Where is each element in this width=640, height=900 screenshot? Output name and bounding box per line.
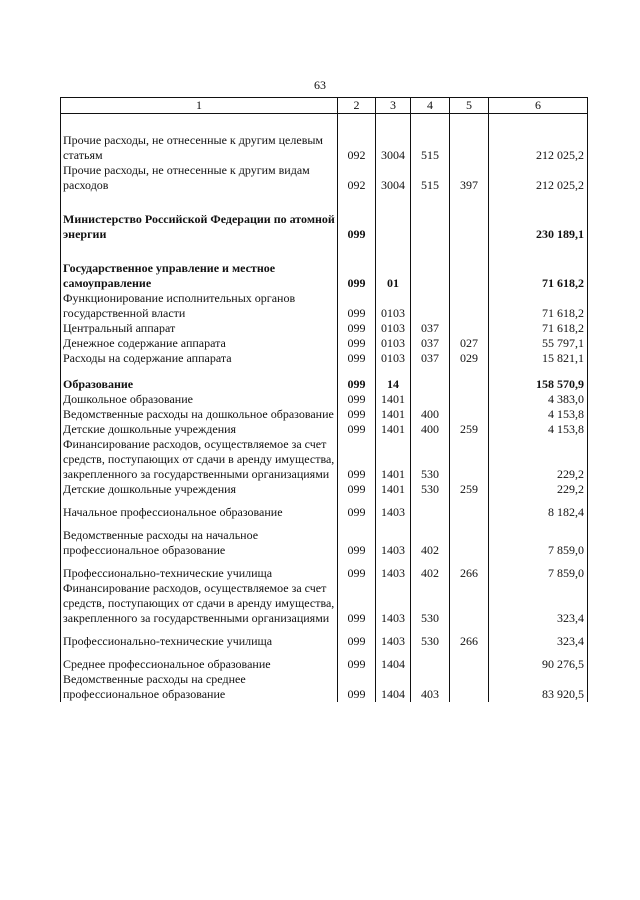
ministry-code: 099 xyxy=(338,672,376,702)
expense-code xyxy=(450,321,489,336)
line-item-name: Начальное профессиональное образование xyxy=(61,505,338,520)
ministry-code: 099 xyxy=(338,392,376,407)
spacer-cell xyxy=(411,558,450,566)
spacer-cell xyxy=(61,558,338,566)
spacer-cell xyxy=(489,558,588,566)
target-code: 037 xyxy=(411,336,450,351)
spacer-cell xyxy=(450,626,489,634)
expense-code: 029 xyxy=(450,351,489,366)
target-code: 400 xyxy=(411,422,450,437)
section-code: 3004 xyxy=(376,163,411,193)
line-item-name: Профессионально-технические училища xyxy=(61,566,338,581)
spacer-cell xyxy=(411,520,450,528)
table-row xyxy=(61,336,588,351)
column-header: 3 xyxy=(376,98,411,114)
target-code: 515 xyxy=(411,133,450,163)
spacer-cell xyxy=(338,520,376,528)
column-header: 4 xyxy=(411,98,450,114)
spacer-cell xyxy=(489,242,588,261)
amount: 229,2 xyxy=(489,482,588,497)
amount: 158 570,9 xyxy=(489,377,588,392)
expense-code xyxy=(450,505,489,520)
spacer-row xyxy=(61,520,588,528)
spacer-row xyxy=(61,366,588,377)
section-code: 01 xyxy=(376,261,411,291)
table-row xyxy=(61,422,588,437)
expense-code xyxy=(450,392,489,407)
spacer-cell xyxy=(450,497,489,505)
target-code: 530 xyxy=(411,437,450,482)
section-code: 0103 xyxy=(376,351,411,366)
target-code: 403 xyxy=(411,672,450,702)
target-code xyxy=(411,505,450,520)
section-code: 1403 xyxy=(376,528,411,558)
ministry-code: 099 xyxy=(338,261,376,291)
section-code: 1401 xyxy=(376,407,411,422)
section-code: 0103 xyxy=(376,321,411,336)
spacer-cell xyxy=(450,520,489,528)
section-code: 0103 xyxy=(376,336,411,351)
amount: 323,4 xyxy=(489,581,588,626)
amount: 4 153,8 xyxy=(489,407,588,422)
table-row xyxy=(61,163,588,193)
line-item-name: Детские дошкольные учреждения xyxy=(61,482,338,497)
expense-code: 259 xyxy=(450,422,489,437)
amount: 90 276,5 xyxy=(489,657,588,672)
amount: 7 859,0 xyxy=(489,528,588,558)
ministry-code: 092 xyxy=(338,163,376,193)
expense-code xyxy=(450,437,489,482)
spacer-cell xyxy=(376,497,411,505)
column-header: 2 xyxy=(338,98,376,114)
spacer-cell xyxy=(376,366,411,377)
expense-code xyxy=(450,657,489,672)
section-code: 3004 xyxy=(376,133,411,163)
table-row xyxy=(61,634,588,649)
spacer-cell xyxy=(376,558,411,566)
target-code: 530 xyxy=(411,581,450,626)
amount: 8 182,4 xyxy=(489,505,588,520)
spacer-cell xyxy=(489,366,588,377)
expense-code xyxy=(450,133,489,163)
table-row xyxy=(61,581,588,626)
section-code: 1401 xyxy=(376,392,411,407)
spacer-cell xyxy=(489,520,588,528)
ministry-code: 099 xyxy=(338,528,376,558)
target-code: 037 xyxy=(411,321,450,336)
amount: 15 821,1 xyxy=(489,351,588,366)
table-row xyxy=(61,351,588,366)
spacer-cell xyxy=(338,626,376,634)
spacer-cell xyxy=(338,114,376,134)
spacer-cell xyxy=(61,649,338,657)
expense-code: 266 xyxy=(450,566,489,581)
expense-code xyxy=(450,261,489,291)
spacer-cell xyxy=(338,242,376,261)
ministry-code: 099 xyxy=(338,291,376,321)
line-item-name: Профессионально-технические училища xyxy=(61,634,338,649)
line-item-name: Денежное содержание аппарата xyxy=(61,336,338,351)
line-item-name: Финансирование расходов, осуществляемое за счет средств, поступающих от сдачи в аренду имущества, закрепленного за государственными организациями xyxy=(61,581,338,626)
ministry-code: 099 xyxy=(338,437,376,482)
target-code: 530 xyxy=(411,482,450,497)
ministry-code: 099 xyxy=(338,422,376,437)
table-row xyxy=(61,437,588,482)
spacer-cell xyxy=(489,649,588,657)
ministry-code: 099 xyxy=(338,407,376,422)
spacer-row xyxy=(61,649,588,657)
section-code: 1404 xyxy=(376,672,411,702)
spacer-cell xyxy=(450,558,489,566)
target-code: 400 xyxy=(411,407,450,422)
spacer-cell xyxy=(338,497,376,505)
amount: 55 797,1 xyxy=(489,336,588,351)
target-code: 402 xyxy=(411,528,450,558)
column-header: 5 xyxy=(450,98,489,114)
table-row xyxy=(61,407,588,422)
ministry-code: 099 xyxy=(338,657,376,672)
line-item-name: Функционирование исполнительных органов государственной власти xyxy=(61,291,338,321)
expense-code: 266 xyxy=(450,634,489,649)
section-code: 1403 xyxy=(376,581,411,626)
spacer-cell xyxy=(489,114,588,134)
spacer-cell xyxy=(450,366,489,377)
amount: 4 383,0 xyxy=(489,392,588,407)
ministry-code: 092 xyxy=(338,133,376,163)
spacer-cell xyxy=(376,626,411,634)
table-body xyxy=(61,114,588,703)
ministry-code: 099 xyxy=(338,505,376,520)
amount: 229,2 xyxy=(489,437,588,482)
spacer-cell xyxy=(489,497,588,505)
spacer-cell xyxy=(61,497,338,505)
spacer-cell xyxy=(338,558,376,566)
spacer-cell xyxy=(450,649,489,657)
spacer-cell xyxy=(411,242,450,261)
spacer-cell xyxy=(376,520,411,528)
spacer-cell xyxy=(411,497,450,505)
spacer-row xyxy=(61,626,588,634)
ministry-code: 099 xyxy=(338,212,376,242)
spacer-cell xyxy=(411,649,450,657)
budget-table xyxy=(60,97,588,702)
spacer-cell xyxy=(61,114,338,134)
amount: 71 618,2 xyxy=(489,261,588,291)
line-item-name: Ведомственные расходы на начальное профессиональное образование xyxy=(61,528,338,558)
line-item-name: Центральный аппарат xyxy=(61,321,338,336)
expense-code xyxy=(450,377,489,392)
expense-code xyxy=(450,291,489,321)
spacer-row xyxy=(61,497,588,505)
spacer-cell xyxy=(489,626,588,634)
line-item-name: Прочие расходы, не отнесенные к другим целевым статьям xyxy=(61,133,338,163)
spacer-cell xyxy=(61,366,338,377)
target-code: 515 xyxy=(411,163,450,193)
line-item-name: Государственное управление и местное самоуправление xyxy=(61,261,338,291)
spacer-cell xyxy=(338,649,376,657)
section-code xyxy=(376,212,411,242)
section-code: 1403 xyxy=(376,505,411,520)
spacer-row xyxy=(61,242,588,261)
table-row xyxy=(61,133,588,163)
table-row xyxy=(61,321,588,336)
spacer-cell xyxy=(376,649,411,657)
spacer-cell xyxy=(338,366,376,377)
table-row xyxy=(61,657,588,672)
spacer-cell xyxy=(450,114,489,134)
amount: 212 025,2 xyxy=(489,163,588,193)
table-row xyxy=(61,566,588,581)
ministry-code: 099 xyxy=(338,351,376,366)
table-header-row xyxy=(61,98,588,114)
amount: 212 025,2 xyxy=(489,133,588,163)
target-code: 037 xyxy=(411,351,450,366)
spacer-cell xyxy=(450,193,489,212)
section-code: 1404 xyxy=(376,657,411,672)
spacer-row xyxy=(61,558,588,566)
table-row xyxy=(61,528,588,558)
spacer-row xyxy=(61,193,588,212)
spacer-cell xyxy=(489,193,588,212)
expense-code: 397 xyxy=(450,163,489,193)
spacer-cell xyxy=(411,193,450,212)
target-code xyxy=(411,212,450,242)
section-code: 1401 xyxy=(376,437,411,482)
section-code: 1403 xyxy=(376,566,411,581)
column-header: 6 xyxy=(489,98,588,114)
ministry-code: 099 xyxy=(338,634,376,649)
target-code xyxy=(411,377,450,392)
line-item-name: Финансирование расходов, осуществляемое за счет средств, поступающих от сдачи в аренду имущества, закрепленного за государственными организациями xyxy=(61,437,338,482)
amount: 71 618,2 xyxy=(489,321,588,336)
line-item-name: Ведомственные расходы на дошкольное образование xyxy=(61,407,338,422)
expense-code xyxy=(450,528,489,558)
target-code: 402 xyxy=(411,566,450,581)
line-item-name: Среднее профессиональное образование xyxy=(61,657,338,672)
amount: 323,4 xyxy=(489,634,588,649)
spacer-cell xyxy=(61,242,338,261)
amount: 4 153,8 xyxy=(489,422,588,437)
spacer-cell xyxy=(411,366,450,377)
expense-code xyxy=(450,212,489,242)
amount: 71 618,2 xyxy=(489,291,588,321)
expense-code xyxy=(450,581,489,626)
line-item-name: Министерство Российской Федерации по атомной энергии xyxy=(61,212,338,242)
amount: 230 189,1 xyxy=(489,212,588,242)
line-item-name: Прочие расходы, не отнесенные к другим видам расходов xyxy=(61,163,338,193)
spacer-cell xyxy=(61,626,338,634)
expense-code xyxy=(450,407,489,422)
table-row xyxy=(61,392,588,407)
line-item-name: Образование xyxy=(61,377,338,392)
spacer-row xyxy=(61,114,588,134)
expense-code: 027 xyxy=(450,336,489,351)
ministry-code: 099 xyxy=(338,377,376,392)
section-code: 1401 xyxy=(376,482,411,497)
spacer-cell xyxy=(411,114,450,134)
table-row xyxy=(61,212,588,242)
spacer-cell xyxy=(376,114,411,134)
line-item-name: Дошкольное образование xyxy=(61,392,338,407)
ministry-code: 099 xyxy=(338,336,376,351)
table-row xyxy=(61,377,588,392)
table-row xyxy=(61,482,588,497)
target-code xyxy=(411,657,450,672)
amount: 7 859,0 xyxy=(489,566,588,581)
ministry-code: 099 xyxy=(338,321,376,336)
ministry-code: 099 xyxy=(338,482,376,497)
target-code: 530 xyxy=(411,634,450,649)
ministry-code: 099 xyxy=(338,581,376,626)
spacer-cell xyxy=(376,242,411,261)
line-item-name: Детские дошкольные учреждения xyxy=(61,422,338,437)
target-code xyxy=(411,291,450,321)
spacer-cell xyxy=(411,626,450,634)
spacer-cell xyxy=(61,193,338,212)
target-code xyxy=(411,261,450,291)
table-row xyxy=(61,291,588,321)
spacer-cell xyxy=(61,520,338,528)
line-item-name: Расходы на содержание аппарата xyxy=(61,351,338,366)
column-header: 1 xyxy=(61,98,338,114)
table-row xyxy=(61,261,588,291)
line-item-name: Ведомственные расходы на среднее профессиональное образование xyxy=(61,672,338,702)
section-code: 1401 xyxy=(376,422,411,437)
section-code: 14 xyxy=(376,377,411,392)
table-row xyxy=(61,672,588,702)
spacer-cell xyxy=(338,193,376,212)
table-row xyxy=(61,505,588,520)
amount: 83 920,5 xyxy=(489,672,588,702)
target-code xyxy=(411,392,450,407)
expense-code: 259 xyxy=(450,482,489,497)
spacer-cell xyxy=(450,242,489,261)
page-number: 63 xyxy=(314,78,326,92)
section-code: 0103 xyxy=(376,291,411,321)
spacer-cell xyxy=(376,193,411,212)
expense-code xyxy=(450,672,489,702)
section-code: 1403 xyxy=(376,634,411,649)
ministry-code: 099 xyxy=(338,566,376,581)
